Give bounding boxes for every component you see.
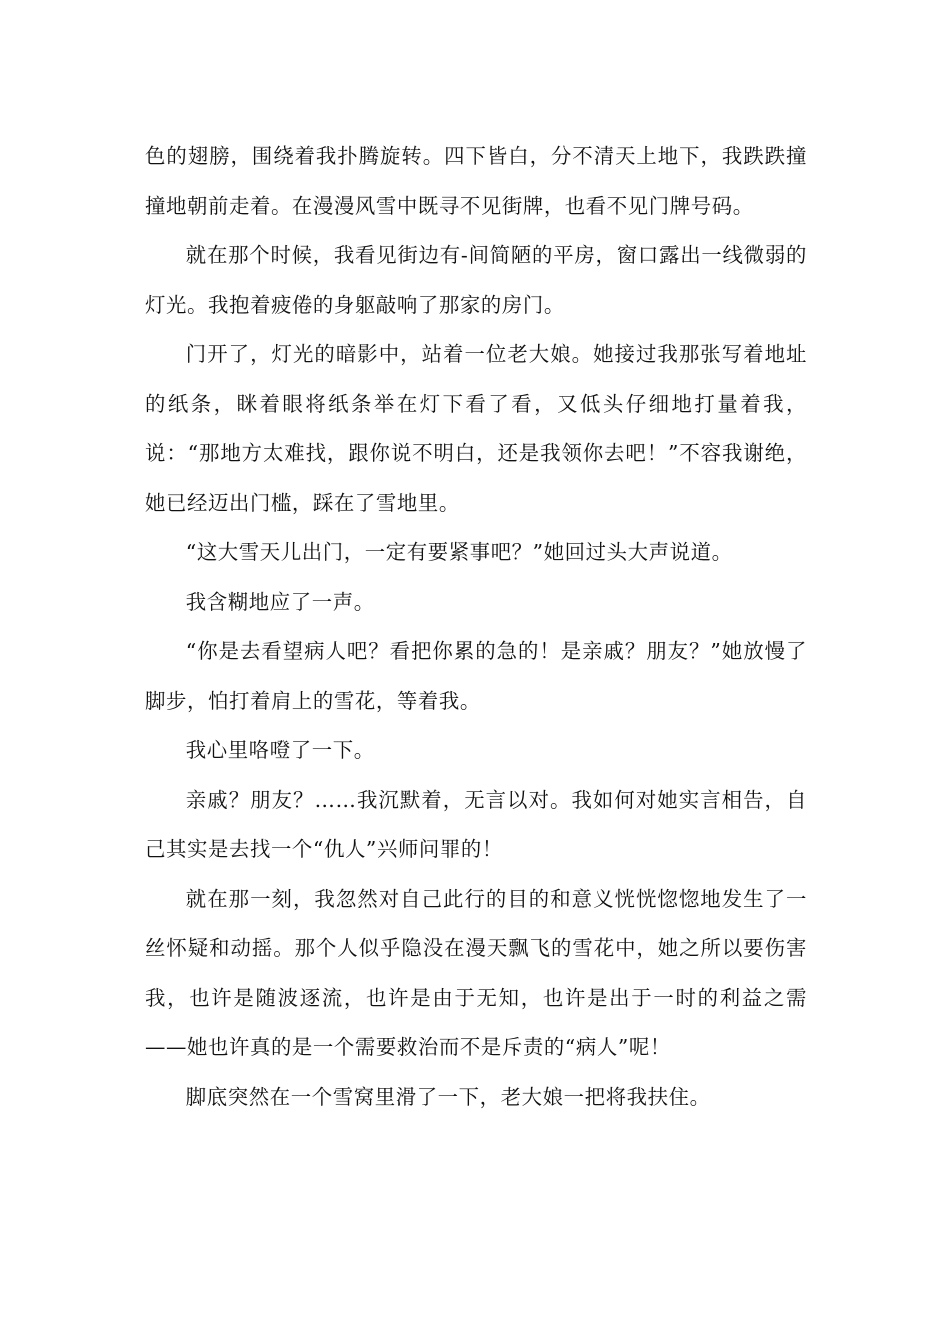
paragraph: 色的翅膀，围绕着我扑腾旋转。四下皆白，分不清天上地下，我跌跌撞撞地朝前走着。在漫漫风雪中既寻不见街牌，也看不见门牌号码。 (145, 144, 807, 218)
paragraph: 脚底突然在一个雪窝里滑了一下，老大娘一把将我扶住。 (185, 1084, 711, 1109)
paragraph: “你是去看望病人吧？看把你累的急的！是亲戚？朋友？”她放慢了脚步，怕打着肩上的雪花，等着我。 (145, 639, 807, 713)
paragraph: 亲戚？朋友？……我沉默着，无言以对。我如何对她实言相告，自己其实是去找一个“仇人”兴师问罪的！ (145, 787, 807, 861)
paragraph: 门开了，灯光的暗影中，站着一位老大娘。她接过我那张写着地址的纸条，眯着眼将纸条举在灯下看了看，又低头仔细地打量着我，说：“那地方太难找，跟你说不明白，还是我领你去吧！”不容我谢绝，她已经迈出门槛，踩在了雪地里。 (145, 342, 807, 515)
paragraph: “这大雪天儿出门，一定有要紧事吧？”她回过头大声说道。 (185, 540, 733, 564)
paragraph: 就在那一刻，我忽然对自己此行的目的和意义恍恍惚惚地发生了一丝怀疑和动摇。那个人似乎隐没在漫天飘飞的雪花中，她之所以要伤害我，也许是随波逐流，也许是由于无知，也许是出于一时的利益之需——她也许真的是一个需要救治而不是斥责的“病人”呢！ (145, 886, 807, 1059)
paragraph: 我心里咯噔了一下。 (185, 738, 375, 762)
paragraph: 我含糊地应了一声。 (185, 589, 375, 614)
paragraph: 就在那个时候，我看见街边有-间简陋的平房，窗口露出一线微弱的灯光。我抱着疲倦的身躯敲响了那家的房门。 (145, 243, 807, 317)
document-body (145, 132, 807, 1122)
